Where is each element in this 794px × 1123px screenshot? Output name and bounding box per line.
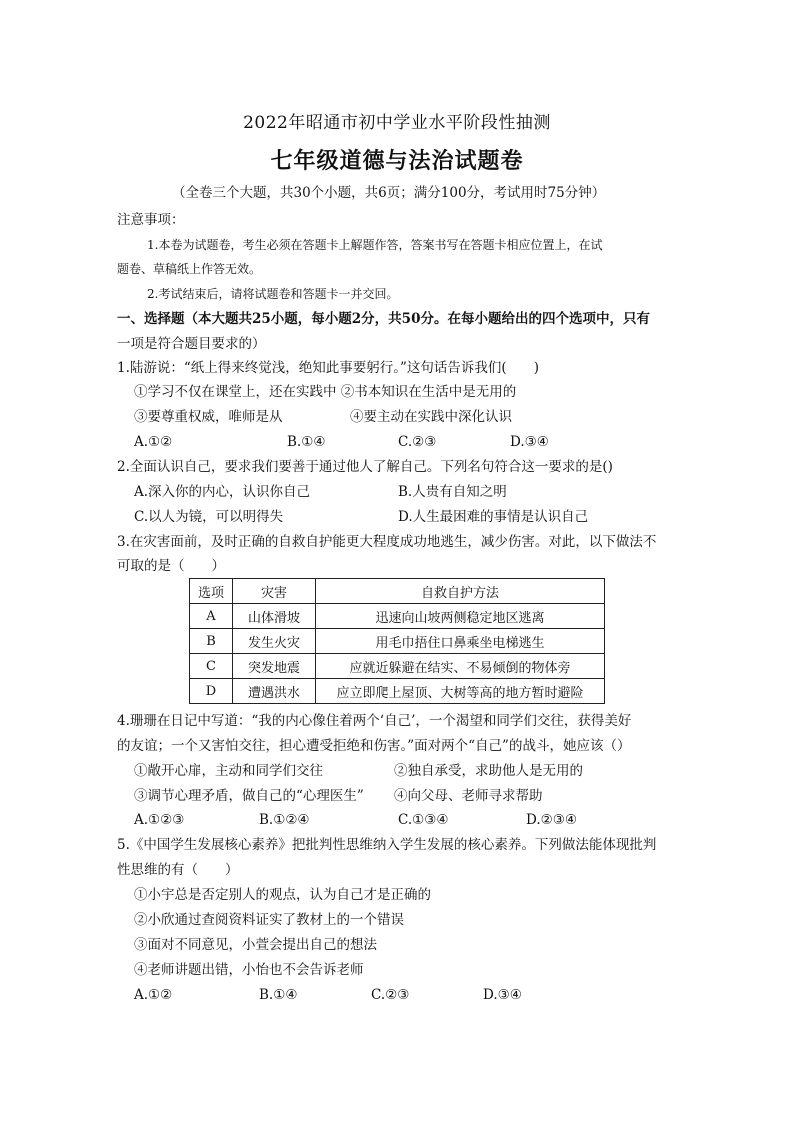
option-b: B.①②④	[259, 812, 310, 828]
statement: ④要主动在实践中深化认识	[350, 409, 512, 425]
option-d: D.②③④	[526, 812, 577, 828]
option-b: B.①④	[287, 434, 326, 450]
section-heading-cont: 一项是符合题目要求的）	[117, 336, 266, 352]
question-stem-cont: 的友谊；一个又害怕交往，担心遭受拒绝和伤害。”面对两个“自己”的战斗，她应该（）	[117, 738, 631, 754]
statement: ①小宇总是否定别人的观点，认为自己才是正确的	[134, 887, 431, 903]
question-stem: 4.珊珊在日记中写道：“我的内心像住着两个‘自己’，一个渴望和同学们交往，获得美好	[117, 713, 632, 729]
question-stem-cont: 性思维的有（ ）	[117, 862, 239, 878]
question-stem: 3.在灾害面前，及时正确的自救自护能更大程度成功地逃生，减少伤害。对此，以下做法不	[117, 534, 657, 550]
disaster-table	[189, 578, 605, 704]
table-cell: D	[190, 679, 233, 704]
question-stem: 5.《中国学生发展核心素养》把批判性思维纳入学生发展的核心素养。下列做法能体现批判	[117, 837, 657, 853]
table-header: 选项	[190, 579, 233, 604]
table-cell: 山体滑坡	[233, 604, 316, 629]
table-cell: B	[190, 629, 233, 654]
table-cell: A	[190, 604, 233, 629]
note-item: 1.本卷为试题卷，考生必须在答题卡上解题作答，答案书写在答题卡相应位置上，在试	[147, 238, 603, 252]
option-c: C.以人为镜，可以明得失	[134, 509, 284, 525]
option-c: C.①③④	[398, 812, 449, 828]
statement: ②小欣通过查阅资料证实了教材上的一个错误	[134, 912, 404, 928]
statement: ③要尊重权威，唯师是从	[134, 409, 283, 425]
question-stem-cont: 可取的是（ ）	[117, 558, 225, 574]
section-heading: 一、选择题（本大题共25小题，每小题2分，共50分。在每小题给出的四个选项中，只有	[117, 311, 650, 327]
table-row	[190, 679, 605, 704]
note-item: 题卷、草稿纸上作答无效。	[117, 262, 262, 276]
statement: ②独自承受，求助他人是无用的	[394, 763, 583, 779]
statement: ①敞开心扉，主动和同学们交往	[134, 763, 323, 779]
table-cell: 用毛巾捂住口鼻乘坐电梯逃生	[316, 629, 605, 654]
table-cell: 迅速向山坡两侧稳定地区逃离	[316, 604, 605, 629]
table-cell: 应就近躲避在结实、不易倾倒的物体旁	[316, 654, 605, 679]
option-c: C.②③	[398, 434, 437, 450]
table-header: 灾害	[233, 579, 316, 604]
option-a: A.①②	[134, 434, 173, 450]
statement: ①学习不仅在课堂上，还在实践中 ②书本知识在生活中是无用的	[134, 384, 517, 400]
table-cell: 遭遇洪水	[233, 679, 316, 704]
note-item: 2.考试结束后，请将试题卷和答题卡一并交回。	[147, 287, 399, 301]
exam-title: 2022年昭通市初中学业水平阶段性抽测	[243, 113, 551, 133]
option-a: A.①②③	[134, 812, 185, 828]
statement: ④老师讲题出错，小怡也不会告诉老师	[134, 962, 364, 978]
question-stem: 2.全面认识自己，要求我们要善于通过他人了解自己。下列名句符合这一要求的是()	[117, 459, 613, 475]
option-a: A.深入你的内心，认识你自己	[134, 484, 311, 500]
table-header: 自救自护方法	[316, 579, 605, 604]
statement: ④向父母、老师寻求帮助	[394, 788, 543, 804]
table-cell: 应立即爬上屋顶、大树等高的地方暂时避险	[316, 679, 605, 704]
option-c: C.②③	[371, 987, 410, 1003]
option-d: D.③④	[510, 434, 549, 450]
statement: ③调节心理矛盾，做自己的“心理医生”	[134, 788, 364, 804]
table-row	[190, 629, 605, 654]
table-row	[190, 604, 605, 629]
option-b: B.①④	[259, 987, 298, 1003]
table-header-row	[190, 579, 605, 604]
option-d: D.人生最困难的事情是认识自己	[398, 509, 589, 525]
option-a: A.①②	[134, 987, 173, 1003]
exam-info: （全卷三个大题，共30个小题，共6页；满分100分，考试用时75分钟）	[172, 185, 606, 201]
subject-title: 七年级道德与法治试题卷	[270, 148, 524, 174]
notes-heading: 注意事项：	[117, 212, 185, 228]
statement: ③面对不同意见，小萱会提出自己的想法	[134, 937, 377, 953]
question-stem: 1.陆游说：“纸上得来终觉浅，绝知此事要躬行。”这句话告诉我们( )	[117, 360, 539, 376]
option-b: B.人贵有自知之明	[398, 484, 507, 500]
table-cell: C	[190, 654, 233, 679]
table-cell: 发生火灾	[233, 629, 316, 654]
option-d: D.③④	[483, 987, 522, 1003]
table-cell: 突发地震	[233, 654, 316, 679]
table-row	[190, 654, 605, 679]
